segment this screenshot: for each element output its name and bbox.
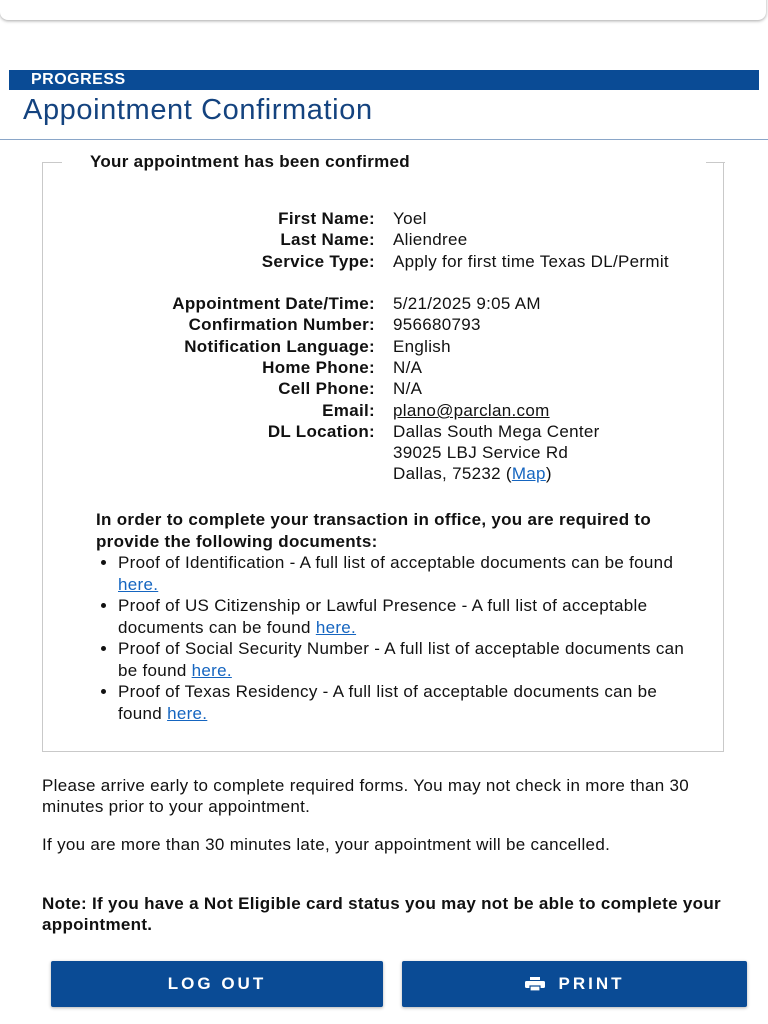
eligibility-note: Note: If you have a Not Eligible card status you may not be able to complete your appointment. <box>42 894 721 934</box>
detail-label: Home Phone: <box>262 358 375 377</box>
documents-here-link[interactable]: here. <box>167 703 208 723</box>
email-link[interactable]: plano@parclan.com <box>393 401 550 420</box>
progress-bar <box>9 70 759 90</box>
detail-label: Confirmation Number: <box>188 315 375 334</box>
late-notice: If you are more than 30 minutes late, your appointment will be cancelled. <box>42 835 611 854</box>
detail-label: DL Location: <box>267 422 375 441</box>
detail-value-email <box>393 400 693 421</box>
document-text: Proof of Identification - A full list of acceptable documents can be found <box>118 553 674 572</box>
detail-value: English <box>393 337 451 356</box>
location-address-suffix: ) <box>545 464 552 483</box>
detail-value: Yoel <box>393 209 427 228</box>
detail-value: Aliendree <box>393 230 468 249</box>
top-card <box>0 0 766 20</box>
detail-value: Apply for first time Texas DL/Permit <box>393 252 669 271</box>
detail-label: Service Type: <box>261 252 375 271</box>
print-label: PRINT <box>558 974 625 993</box>
detail-label: Cell Phone: <box>278 379 375 398</box>
location-name: Dallas South Mega Center <box>393 422 600 441</box>
document-text: Proof of Texas Residency - A full list of acceptable documents can be found <box>118 682 658 723</box>
printer-icon <box>525 977 545 991</box>
detail-label: First Name: <box>278 209 375 228</box>
detail-value: 956680793 <box>393 315 481 334</box>
documents-here-link[interactable]: here. <box>118 574 159 594</box>
detail-value: N/A <box>393 379 423 398</box>
document-text: Proof of US Citizenship or Lawful Presence - A full list of acceptable documents can be found <box>118 596 648 637</box>
logout-button[interactable] <box>51 961 383 1007</box>
documents-here-link[interactable]: here. <box>315 617 357 637</box>
required-documents <box>96 509 706 724</box>
fieldset-border-right <box>706 162 725 163</box>
confirmation-legend: Your appointment has been confirmed <box>90 152 410 171</box>
detail-value: N/A <box>393 358 423 377</box>
title-divider <box>0 139 768 140</box>
detail-value-location <box>393 421 693 484</box>
fieldset-border-left <box>42 162 62 163</box>
detail-label: Last Name: <box>280 230 375 249</box>
document-item <box>118 595 706 638</box>
documents-here-link[interactable]: here. <box>191 660 232 680</box>
detail-label: Email: <box>322 401 375 420</box>
detail-label: Notification Language: <box>184 337 375 356</box>
arrive-early-notice: Please arrive early to complete required forms. You may not check in more than 30 minutes prior to your appointment. <box>42 776 690 816</box>
page-title: Appointment Confirmation <box>23 94 373 126</box>
detail-value: 5/21/2025 9:05 AM <box>393 294 541 313</box>
logout-label: LOG OUT <box>167 974 267 993</box>
location-address-line1: 39025 LBJ Service Rd <box>393 443 569 462</box>
document-item <box>118 638 706 681</box>
location-address-line2: Dallas, 75232 ( <box>393 464 512 483</box>
progress-label: PROGRESS <box>31 71 126 88</box>
detail-label: Appointment Date/Time: <box>172 294 375 313</box>
document-text: Proof of Social Security Number - A full list of acceptable documents can be found <box>118 639 685 680</box>
documents-list <box>96 552 706 724</box>
document-item <box>118 552 706 595</box>
documents-intro: In order to complete your transaction in office, you are required to provide the following documents: <box>96 510 652 551</box>
map-link[interactable]: Map <box>511 464 546 483</box>
document-item <box>118 681 706 724</box>
print-button[interactable] <box>402 961 747 1007</box>
